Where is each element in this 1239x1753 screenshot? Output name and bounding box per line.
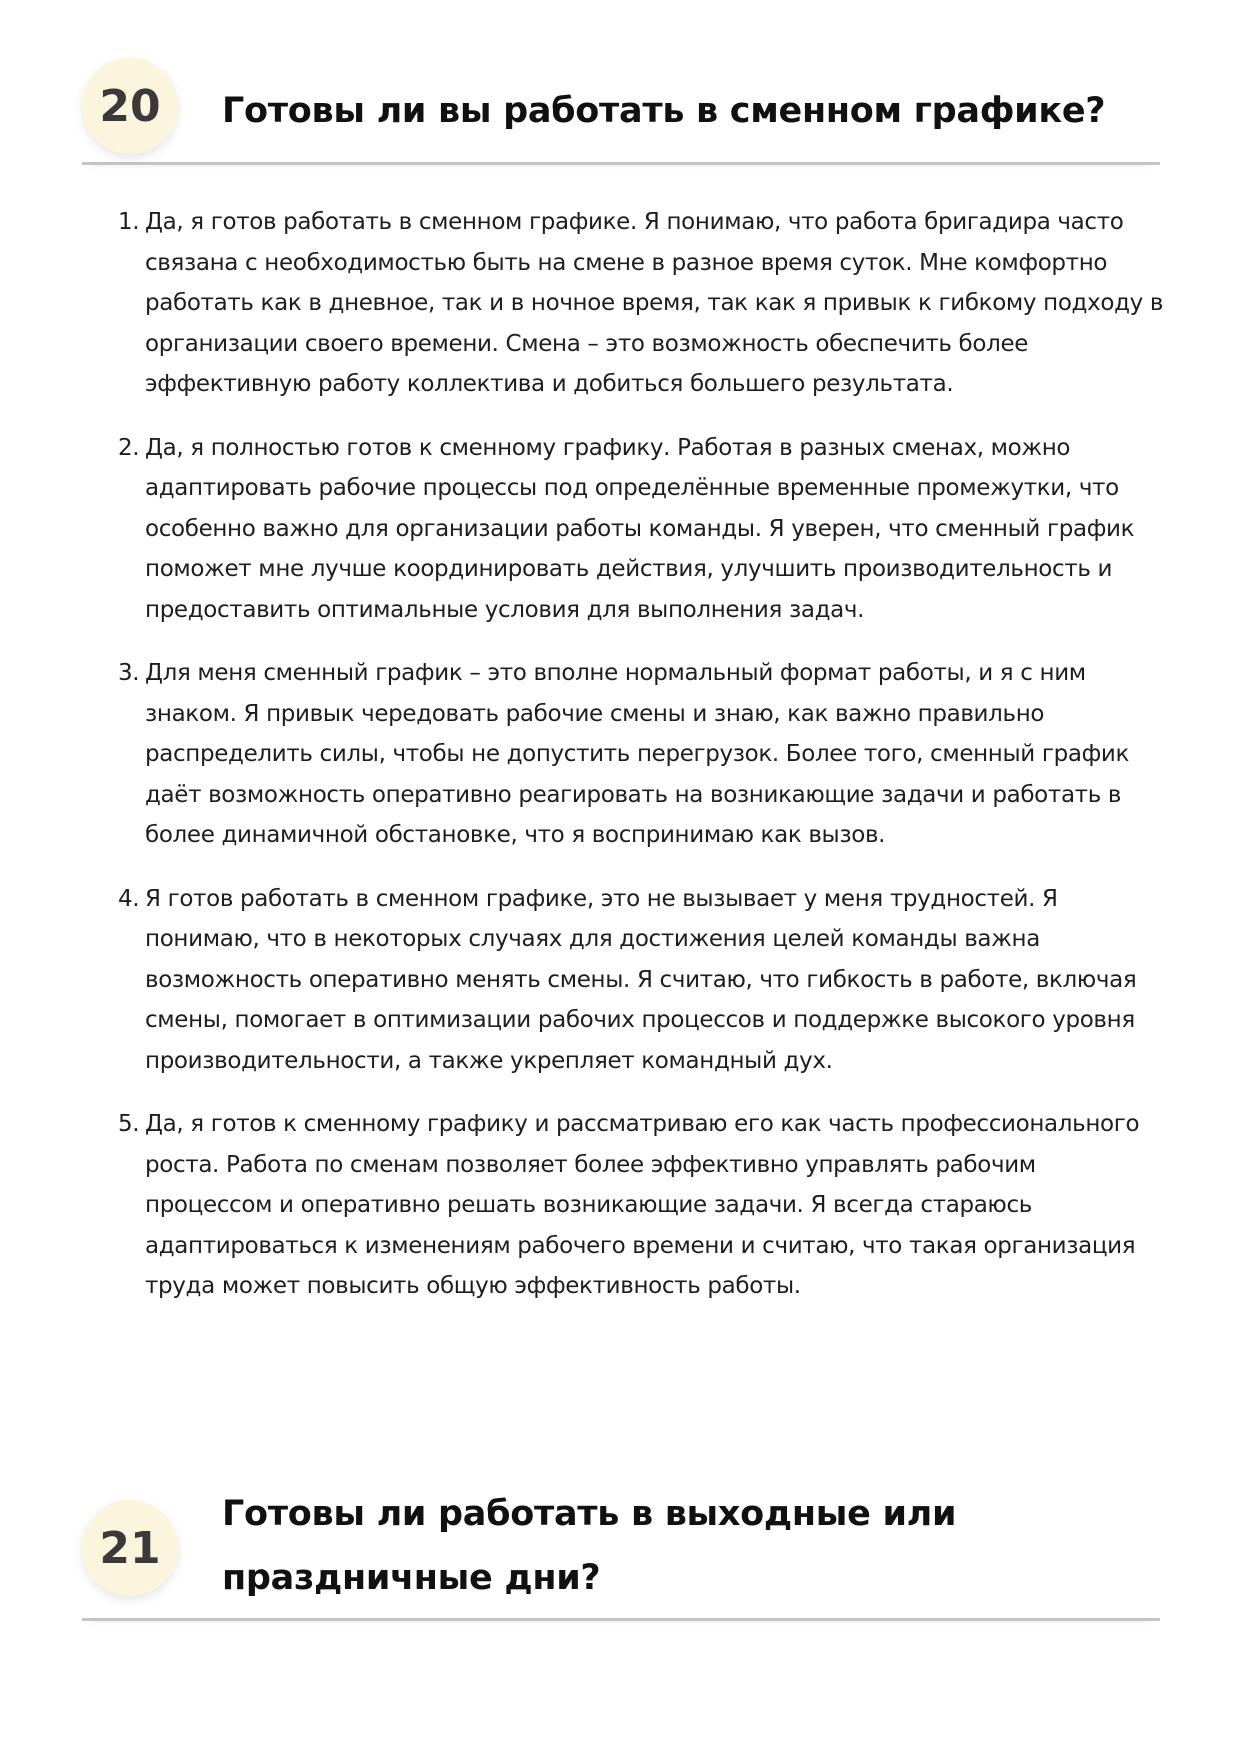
answer-text: Я готов работать в сменном графике, это не вызывает у меня трудностей. Я понимаю, что в некоторых случаях для достижения целей команды важна возможность оперативно менять смены. Я считаю, что гибкость в работе, включая смены, помогает в оптимизации рабочих процессов и поддержке высокого уровня производительности, а также укрепляет командный дух. bbox=[145, 885, 1137, 1074]
question-header-20 bbox=[82, 56, 1160, 165]
answer-text: Для меня сменный график – это вполне нормальный формат работы, и я с ним знаком. Я привык чередовать рабочие смены и знаю, как важно правильно распределить силы, чтобы не допустить перегрузок. Более того, сменный график даёт возможность оперативно реагировать на возникающие задачи и работать в более динамичной обстановке, что я воспринимаю как вызов. bbox=[145, 660, 1130, 848]
answer-item bbox=[118, 428, 1165, 631]
question-number-badge: 20 bbox=[82, 58, 178, 154]
answer-number: 2. bbox=[118, 434, 140, 461]
answer-item bbox=[118, 202, 1165, 405]
answer-text: Да, я полностью готов к сменному графику. Работая в разных сменах, можно адаптировать рабочие процессы под определённые временные промежутки, что особенно важно для организации работы команды. Я уверен, что сменный график поможет мне лучше координировать действия, улучшить производительность и предоставить оптимальные условия для выполнения задач. bbox=[145, 434, 1135, 623]
question-header-21 bbox=[82, 1476, 1160, 1621]
answer-text: Да, я готов работать в сменном графике. Я понимаю, что работа бригадира часто связана с необходимостью быть на смене в разное время суток. Мне комфортно работать как в дневное, так и в ночное время, так как я привык к гибкому подходу в организации своего времени. Смена – это возможность обеспечить более эффективную работу коллектива и добиться большего результата. bbox=[145, 209, 1164, 397]
answer-list bbox=[118, 202, 1165, 1330]
question-title: Готовы ли вы работать в сменном графике? bbox=[222, 91, 1106, 131]
answer-number: 1. bbox=[118, 209, 140, 235]
answer-number: 4. bbox=[118, 885, 140, 912]
question-number-badge: 21 bbox=[82, 1500, 178, 1596]
answer-item bbox=[118, 1104, 1165, 1307]
answer-number: 5. bbox=[118, 1111, 140, 1137]
answer-number: 3. bbox=[118, 660, 140, 686]
answer-item bbox=[118, 879, 1165, 1082]
answer-text: Да, я готов к сменному графику и рассматриваю его как часть профессионального роста. Работа по сменам позволяет более эффективно управлять рабочим процессом и оперативно решать возникающие задачи. Я всегда стараюсь адаптироваться к изменениям рабочего времени и считаю, что такая организация труда может повысить общую эффективность работы. bbox=[145, 1111, 1140, 1299]
question-title: Готовы ли работать в выходные или праздничные дни? bbox=[222, 1494, 957, 1598]
answer-item bbox=[118, 653, 1165, 856]
